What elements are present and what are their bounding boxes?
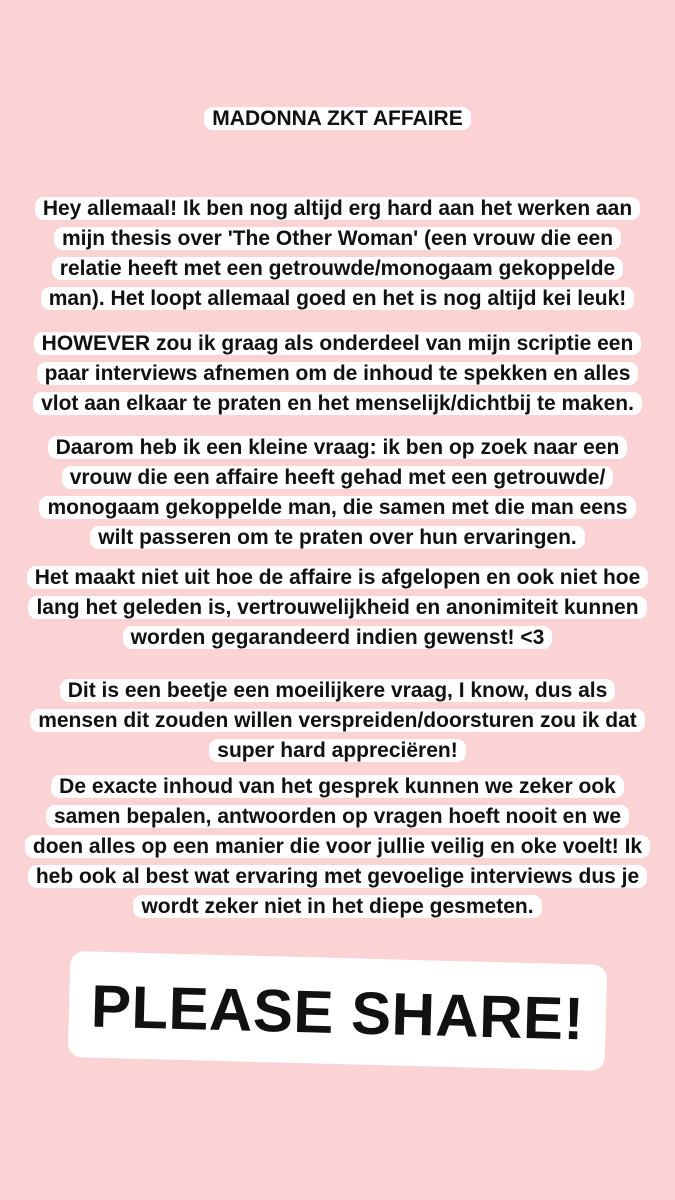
paragraph-line: Het maakt niet uit hoe de affaire is afgelopen en ook niet hoe — [27, 566, 649, 589]
paragraph-line: Hey allemaal! Ik ben nog altijd erg hard aan het werken aan — [35, 197, 640, 220]
paragraph-line: Dit is een beetje een moeilijkere vraag, I know, dus als — [60, 679, 616, 702]
paragraph-line: wilt passeren om te praten over hun ervaringen. — [90, 526, 584, 549]
paragraph-line: wordt zeker niet in het diepe gesmeten. — [133, 895, 541, 918]
paragraph-however — [0, 330, 675, 420]
paragraph-line: mensen dit zouden willen verspreiden/doorsturen zou ik dat — [30, 709, 645, 732]
paragraph-line: worden gegarandeerd indien gewenst! <3 — [123, 626, 553, 649]
paragraph-line: Daarom heb ik een kleine vraag: ik ben op zoek naar een — [48, 436, 628, 459]
paragraph-intro — [0, 195, 675, 315]
paragraph-share-request — [0, 677, 675, 767]
paragraph-line: vlot aan elkaar te praten en het menselijk/dichtbij te maken. — [33, 392, 642, 415]
paragraph-line: man). Het loopt allemaal goed en het is nog altijd kei leuk! — [41, 287, 635, 310]
story-title: MADONNA ZKT AFFAIRE — [204, 107, 470, 130]
paragraph-line: mijn thesis over 'The Other Woman' (een vrouw die een — [54, 227, 621, 250]
paragraph-line: HOWEVER zou ik graag als onderdeel van mijn scriptie een — [34, 332, 642, 355]
paragraph-line: De exacte inhoud van het gesprek kunnen we zeker ook — [51, 775, 624, 798]
story-title-block — [0, 105, 675, 133]
paragraph-request — [0, 434, 675, 554]
paragraph-confidentiality — [0, 564, 675, 654]
paragraph-line: super hard appreciëren! — [209, 739, 465, 762]
paragraph-line: monogaam gekoppelde man, die samen met die man eens — [39, 496, 635, 519]
paragraph-line: vrouw die een affaire heeft gehad met een getrouwde/ — [62, 466, 614, 489]
paragraph-interview-details — [0, 773, 675, 923]
please-share-sticker: PLEASE SHARE! — [68, 951, 608, 1071]
please-share-block — [0, 958, 675, 1064]
paragraph-line: samen bepalen, antwoorden op vragen hoeft nooit en we — [46, 805, 629, 828]
paragraph-line: lang het geleden is, vertrouwelijkheid en anonimiteit kunnen — [28, 596, 646, 619]
paragraph-line: heb ook al best wat ervaring met gevoelige interviews dus je — [28, 865, 647, 888]
paragraph-line: paar interviews afnemen om de inhoud te spekken en alles — [37, 362, 639, 385]
paragraph-line: doen alles op een manier die voor jullie veilig en oke voelt! Ik — [25, 835, 650, 858]
paragraph-line: relatie heeft met een getrouwde/monogaam gekoppelde — [52, 257, 623, 280]
